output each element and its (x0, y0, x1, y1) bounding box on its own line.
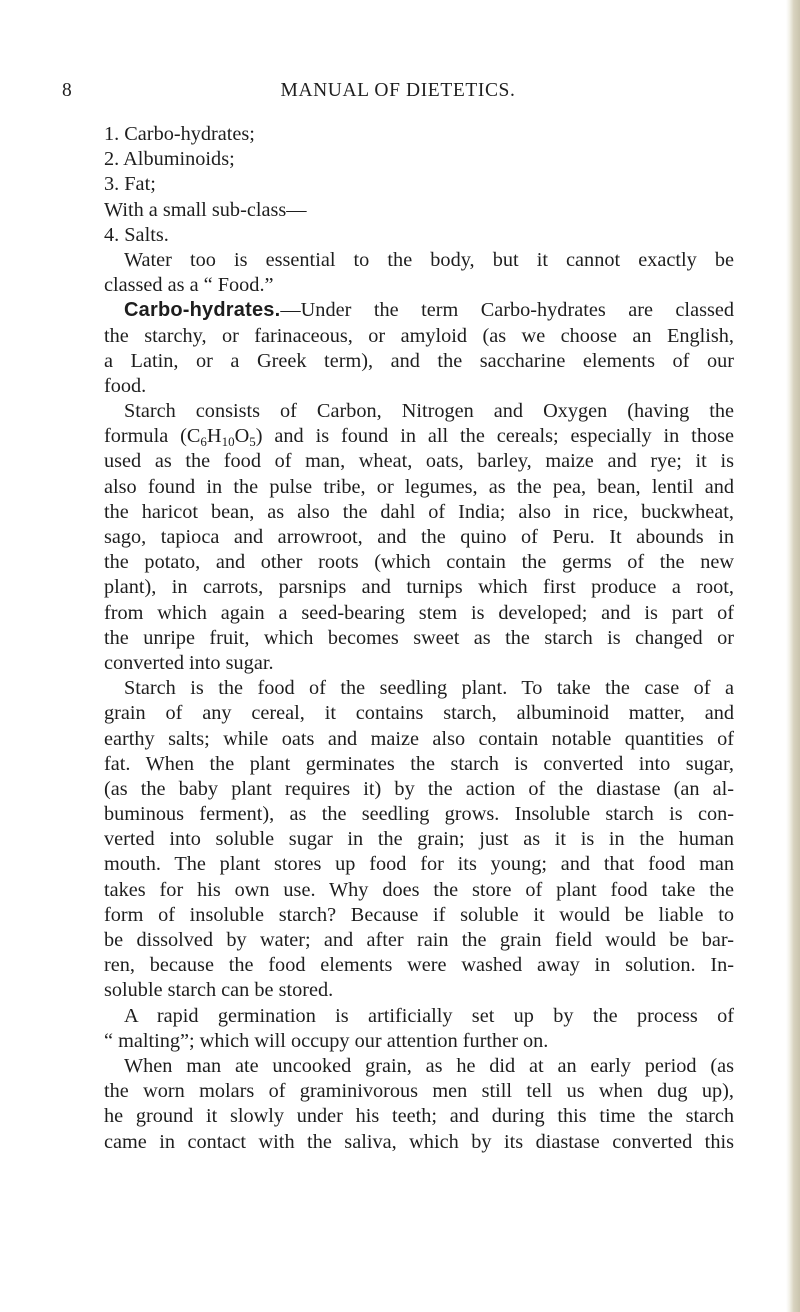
text-line: a Latin, or a Greek term), and the saccharine elements of our (104, 349, 734, 372)
text-line: he ground it slowly under his teeth; and during this time the starch (104, 1105, 734, 1128)
text-line: classed as a “ Food.” (104, 274, 274, 297)
text-line: came in contact with the saliva, which by its diastase converted this (104, 1130, 734, 1153)
section-heading: Carbo-hydrates. (124, 299, 281, 322)
formula-h-sub: 10 (221, 434, 235, 450)
text-line: the unripe fruit, which becomes sweet as the starch is changed or (104, 626, 734, 649)
page-number: 8 (62, 80, 73, 101)
text-line: also found in the pulse tribe, or legumes, as the pea, bean, lentil and (104, 475, 734, 498)
text-line: sago, tapioca and arrowroot, and the quino of Peru. It abounds in (104, 526, 734, 548)
text-line: When man ate uncooked grain, as he did at an early period (as (124, 1054, 734, 1077)
text-line: used as the food of man, wheat, oats, barley, maize and rye; it is (104, 450, 734, 473)
heading-run-text: —Under the term Carbo-hydrates are classed (280, 299, 734, 322)
chemical-formula (104, 425, 263, 450)
text-line: earthy salts; while oats and maize also contain notable quantities of (104, 727, 734, 750)
text-line (104, 424, 734, 449)
text-line: fat. When the plant germinates the starch is converted into sugar, (104, 752, 734, 775)
formula-c: C (186, 425, 201, 448)
text-line: the potato, and other roots (which contain the germs of the new (104, 551, 734, 574)
page-edge-shadow (786, 0, 800, 1312)
text-line: food. (104, 374, 147, 397)
text-line: Starch consists of Carbon, Nitrogen and Oxygen (having the (124, 400, 734, 423)
text-line: “ malting”; which will occupy our attention further on. (104, 1029, 549, 1052)
text-line: plant), in carrots, parsnips and turnips which first produce a root, (104, 576, 734, 599)
text-line: form of insoluble starch? Because if soluble it would be liable to (104, 903, 734, 926)
text-line: the worn molars of graminivorous men still tell us when dug up), (104, 1080, 734, 1103)
formula-c-sub: 6 (200, 434, 207, 450)
running-head: MANUAL OF DIETETICS. (280, 80, 516, 101)
formula-o-sub: 5 (249, 434, 256, 450)
body-text (104, 122, 734, 1155)
text-line: grain of any cereal, it contains starch, albuminoid matter, and (104, 702, 734, 725)
formula-h: H (206, 425, 222, 448)
text-line: 2. Albuminoids; (104, 148, 235, 171)
text-line: be dissolved by water; and after rain the grain field would be bar- (104, 929, 734, 951)
formula-o: O (234, 425, 250, 448)
text-line: (as the baby plant requires it) by the action of the diastase (an al- (104, 777, 734, 800)
page-header (62, 80, 734, 106)
text-line: ren, because the food elements were washed away in solution. In- (104, 954, 734, 977)
text-line: the haricot bean, as also the dahl of India; also in rice, buckwheat, (104, 500, 734, 523)
text-line: from which again a seed-bearing stem is developed; and is part of (104, 601, 734, 624)
text-line: 1. Carbo-hydrates; (104, 123, 255, 145)
formula-prefix: formula (104, 425, 181, 448)
text-line: soluble starch can be stored. (104, 979, 334, 1002)
text-line: With a small sub-class— (104, 198, 307, 221)
formula-run-text: and is found in all the cereals; especially in those (274, 425, 734, 448)
text-line: 4. Salts. (104, 223, 169, 246)
text-line: 3. Fat; (104, 173, 156, 196)
text-line: verted into soluble sugar in the grain; just as it is in the human (104, 828, 734, 851)
text-line: buminous ferment), as the seedling grows. Insoluble starch is con- (104, 803, 734, 826)
formula-close: ) (255, 425, 263, 448)
text-line: Water too is essential to the body, but it cannot exactly be (124, 248, 734, 271)
text-line: mouth. The plant stores up food for its young; and that food man (104, 853, 734, 876)
text-line: Starch is the food of the seedling plant. To take the case of a (124, 677, 734, 700)
text-line: A rapid germination is artificially set up by the process of (124, 1004, 734, 1027)
text-line: takes for his own use. Why does the store of plant food take the (104, 878, 734, 901)
formula-open: ( (180, 425, 187, 448)
text-line (104, 298, 734, 323)
text-line: converted into sugar. (104, 651, 274, 674)
text-line: the starchy, or farinaceous, or amyloid (as we choose an English, (104, 324, 734, 347)
